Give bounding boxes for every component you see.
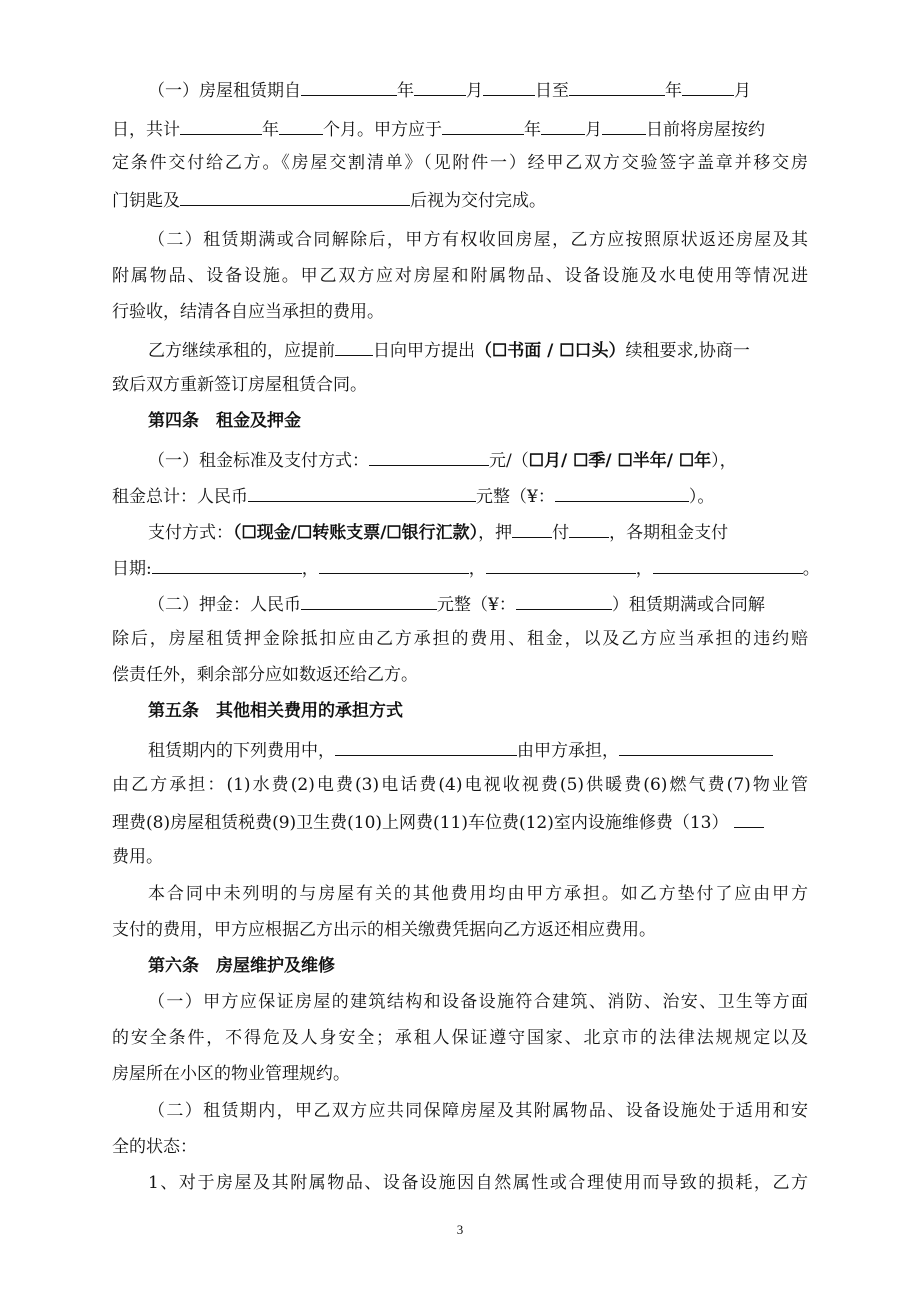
paragraph-line: 除后，房屋租赁押金除抵扣应由乙方承担的费用、租金，以及乙方应当承担的违约赔 [112, 629, 808, 649]
blank-payment-date-1[interactable] [152, 556, 302, 574]
paragraph-line: （二）租赁期内，甲乙双方应共同保障房屋及其附属物品、设备设施处于适用和安 [148, 1101, 808, 1121]
paragraph-line: 附属物品、设备设施。甲乙双方应对房屋和附属物品、设备设施及水电使用等情况进 [112, 266, 808, 286]
blank-rent-total-words[interactable] [248, 484, 476, 502]
blank-rent-amount[interactable] [369, 448, 489, 466]
blank-deposit-number[interactable] [516, 592, 612, 610]
paragraph-line: 房屋所在小区的物业管理规约。 [112, 1064, 350, 1084]
paragraph-line: （二）租赁期满或合同解除后，甲方有权收回房屋，乙方应按照原状返还房屋及其 [148, 230, 808, 250]
blank-start-day[interactable] [483, 78, 535, 96]
line-payment-method: 支付方式：（☐现金/☐转账支票/☐银行汇款），押 付 ，各期租金支付 [148, 520, 808, 542]
blank-duration-years[interactable] [180, 117, 262, 135]
line-renewal: 乙方继续承租的，应提前 日向甲方提出（☐书面 / ☐口头）续租要求,协商一 [148, 338, 808, 360]
paragraph-line: 由乙方承担：(1)水费(2)电费(3)电话费(4)电视收视费(5)供暖费(6)燃气费(7)物业管 [112, 775, 808, 795]
blank-payment-date-2[interactable] [319, 556, 469, 574]
blank-payment-date-4[interactable] [653, 556, 803, 574]
blank-deposit-words[interactable] [301, 592, 437, 610]
blank-deposit-months[interactable] [512, 520, 552, 538]
article-5-heading: 第五条 其他相关费用的承担方式 [148, 701, 403, 721]
blank-end-year[interactable] [569, 78, 665, 96]
line-fee-list: 理费(8)房屋租赁税费(9)卫生费(10)上网费(11)车位费(12)室内设施维修费（13） [112, 810, 808, 832]
line-deposit: （二）押金：人民币 元整（¥： ）租赁期满或合同解 [148, 592, 808, 614]
blank-renewal-days[interactable] [335, 338, 373, 356]
line-lease-duration: 日，共计 年 个月。甲方应于 年 月 日前将房屋按约 [112, 117, 808, 139]
paragraph-line: 偿责任外，剩余部分应如数返还给乙方。 [112, 665, 418, 685]
line-payment-dates: 日期: ， ， ， 。 [112, 556, 808, 578]
blank-landlord-fees[interactable] [335, 738, 517, 756]
article-6-heading: 第六条 房屋维护及维修 [148, 956, 335, 976]
blank-delivery-year[interactable] [442, 117, 524, 135]
blank-keys-items[interactable] [180, 188, 410, 206]
paragraph-line: 费用。 [112, 847, 163, 867]
paragraph-line: 支付的费用，甲方应根据乙方出示的相关缴费凭据向乙方返还相应费用。 [112, 920, 656, 940]
line-fee-split: 租赁期内的下列费用中， 由甲方承担， [148, 738, 808, 760]
blank-rent-total-number[interactable] [555, 484, 689, 502]
paragraph-line: 致后双方重新签订房屋租赁合同。 [112, 375, 367, 395]
line-keys: 门钥匙及 后视为交付完成。 [112, 188, 808, 210]
line-rent-total: 租金总计：人民币 元整（¥： ）。 [112, 484, 808, 506]
blank-delivery-month[interactable] [541, 117, 585, 135]
article-4-heading: 第四条 租金及押金 [148, 411, 301, 431]
paragraph-line: 全的状态： [112, 1137, 197, 1157]
blank-delivery-day[interactable] [602, 117, 646, 135]
blank-start-month[interactable] [414, 78, 466, 96]
paragraph-line: 的安全条件，不得危及人身安全；承租人保证遵守国家、北京市的法律法规规定以及 [112, 1028, 808, 1048]
paragraph-line: （一）甲方应保证房屋的建筑结构和设备设施符合建筑、消防、治安、卫生等方面 [148, 992, 808, 1012]
blank-other-fee[interactable] [734, 810, 764, 828]
blank-payment-date-3[interactable] [486, 556, 636, 574]
blank-end-month[interactable] [682, 78, 734, 96]
renewal-method-checkboxes[interactable]: （☐书面 / ☐口头） [475, 341, 626, 361]
paragraph-line: 行验收，结清各自应当承担的费用。 [112, 302, 384, 322]
line-lease-term: （一）房屋租赁期自 年 月 日至 年 月 [148, 78, 808, 100]
paragraph-line: 本合同中未列明的与房屋有关的其他费用均由甲方承担。如乙方垫付了应由甲方 [148, 884, 808, 904]
page-number: 3 [456, 1222, 464, 1237]
blank-duration-months[interactable] [279, 117, 323, 135]
blank-start-year[interactable] [301, 78, 397, 96]
blank-pay-months[interactable] [569, 520, 609, 538]
blank-tenant-fees[interactable] [619, 738, 773, 756]
paragraph-line: 1、对于房屋及其附属物品、设备设施因自然属性或合理使用而导致的损耗，乙方 [148, 1173, 808, 1193]
line-rent-standard: （一）租金标准及支付方式： 元/（☐月/ ☐季/ ☐半年/ ☐年）， [148, 448, 808, 470]
rent-period-checkboxes[interactable]: ☐月/ ☐季/ ☐半年/ ☐年 [528, 451, 712, 471]
paragraph-line: 定条件交付给乙方。《房屋交割清单》（见附件一）经甲乙双方交验签字盖章并移交房 [112, 153, 808, 173]
payment-method-checkboxes[interactable]: （☐现金/☐转账支票/☐银行汇款） [233, 523, 479, 543]
